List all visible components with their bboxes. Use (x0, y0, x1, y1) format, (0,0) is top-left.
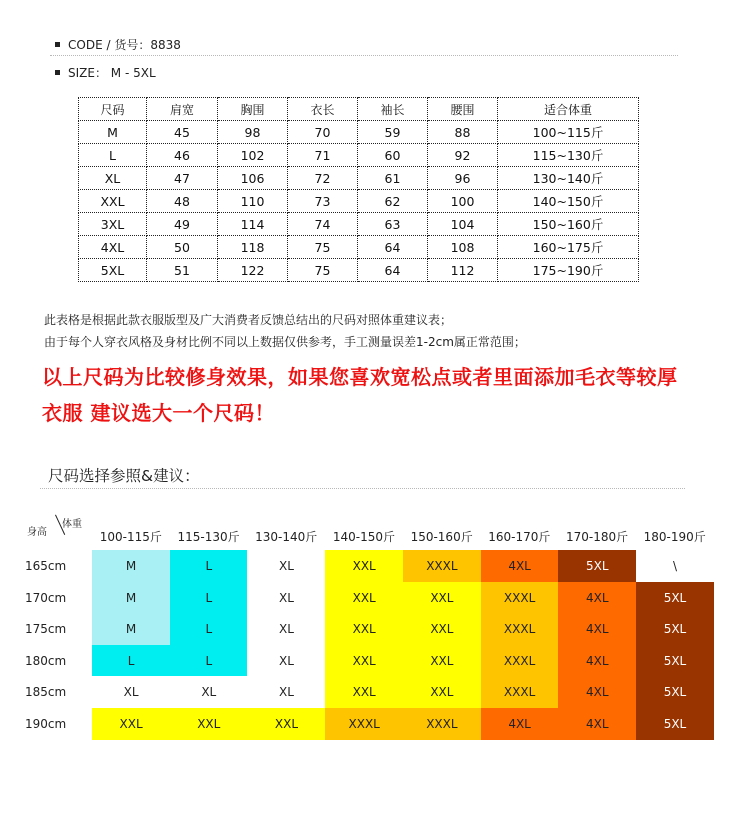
recommend-cell: 4XL (558, 645, 636, 677)
recommend-cell: 4XL (558, 708, 636, 740)
table-cell: 98 (218, 121, 288, 144)
recommend-cell: XXL (325, 582, 403, 614)
bullet-icon (55, 70, 60, 75)
table-row (79, 144, 639, 167)
weight-header: 160-170斤 (488, 530, 551, 544)
table-cell: 75 (288, 259, 358, 282)
table-cell: 46 (147, 144, 218, 167)
recommend-cell: XXL (170, 708, 248, 740)
table-cell: 122 (218, 259, 288, 282)
recommend-cell: XXXL (481, 676, 559, 708)
recommend-cell: 4XL (558, 613, 636, 645)
recommend-cell: XXXL (481, 645, 559, 677)
code-line (55, 36, 181, 53)
size-range: SIZE： M - 5XL (68, 66, 156, 80)
recommend-cell: XXL (325, 676, 403, 708)
table-cell: 48 (147, 190, 218, 213)
table-cell: 92 (428, 144, 498, 167)
recommend-cell: XXL (92, 708, 170, 740)
table-cell: 63 (358, 213, 428, 236)
divider (50, 55, 678, 56)
table-row (79, 236, 639, 259)
corner-weight-label: 体重 (62, 519, 82, 530)
weight-header: 100-115斤 (99, 530, 162, 544)
table-cell: 64 (358, 236, 428, 259)
table-cell: 47 (147, 167, 218, 190)
height-label: 185cm (25, 685, 67, 699)
size-table-body (79, 121, 639, 282)
recommend-cell: 5XL (636, 676, 714, 708)
col-header-sleeve: 袖长 (358, 98, 428, 121)
height-label: 175cm (25, 622, 67, 636)
recommend-cell: 4XL (558, 582, 636, 614)
bullet-icon (55, 42, 60, 47)
table-cell: 4XL (79, 236, 147, 259)
warning-line-1: 以上尺码为比较修身效果，如果您喜欢宽松点或者里面添加毛衣等较厚 (42, 365, 678, 389)
divider (40, 488, 685, 489)
table-cell: 51 (147, 259, 218, 282)
table-cell: 62 (358, 190, 428, 213)
table-row (79, 121, 639, 144)
recommend-cell: 4XL (558, 676, 636, 708)
recommend-cell: 5XL (558, 550, 636, 582)
table-cell: 96 (428, 167, 498, 190)
recommend-cell: XL (247, 550, 325, 582)
recommend-cell: 4XL (481, 550, 559, 582)
recommend-cell: XL (247, 645, 325, 677)
table-cell: 102 (218, 144, 288, 167)
note-line-2: 由于每个人穿衣风格及身材比例不同以上数据仅供参考，手工测量误差1-2cm属正常范围； (44, 335, 526, 349)
table-cell: XXL (79, 190, 147, 213)
size-table-header-row (79, 98, 639, 121)
table-cell: 50 (147, 236, 218, 259)
table-cell: 160~175斤 (498, 236, 639, 259)
recommend-cell: XXXL (403, 550, 481, 582)
table-cell: 74 (288, 213, 358, 236)
table-cell: 115~130斤 (498, 144, 639, 167)
recommend-cell: L (170, 582, 248, 614)
recommend-cell: XXL (325, 645, 403, 677)
table-row (79, 190, 639, 213)
table-cell: 108 (428, 236, 498, 259)
recommend-cell: 5XL (636, 645, 714, 677)
table-cell: 104 (428, 213, 498, 236)
table-cell: 61 (358, 167, 428, 190)
table-cell: 60 (358, 144, 428, 167)
product-code: CODE / 货号：8838 (68, 38, 181, 52)
size-line (55, 64, 156, 81)
weight-header: 140-150斤 (332, 530, 395, 544)
table-cell: XL (79, 167, 147, 190)
recommend-cell: XL (247, 676, 325, 708)
col-header-chest: 胸围 (218, 98, 288, 121)
recommend-cell: L (170, 613, 248, 645)
table-cell: 49 (147, 213, 218, 236)
height-label: 180cm (25, 653, 67, 668)
table-cell: 64 (358, 259, 428, 282)
col-header-weight: 适合体重 (498, 98, 639, 121)
table-cell: 100~115斤 (498, 121, 639, 144)
recommend-cell: 5XL (636, 708, 714, 740)
recommend-cell: M (92, 613, 170, 645)
recommend-cell: XXXL (481, 582, 559, 614)
table-cell: 73 (288, 190, 358, 213)
table-cell: 150~160斤 (498, 213, 639, 236)
col-header-shoulder: 肩宽 (147, 98, 218, 121)
weight-header: 115-130斤 (177, 530, 240, 544)
table-cell: 106 (218, 167, 288, 190)
height-label: 170cm (25, 590, 67, 605)
recommend-title: 尺码选择参照&建议： (48, 467, 200, 485)
weight-header: 170-180斤 (565, 530, 629, 544)
recommend-cell: XXXL (481, 613, 559, 645)
table-row (79, 213, 639, 236)
recommend-cell: 5XL (636, 613, 714, 645)
table-cell: 112 (428, 259, 498, 282)
table-cell: 140~150斤 (498, 190, 639, 213)
recommend-cell: XL (247, 613, 325, 645)
recommend-cell: XL (92, 676, 170, 708)
table-cell: 45 (147, 121, 218, 144)
weight-header: 180-190斤 (643, 530, 706, 544)
table-cell: 72 (288, 167, 358, 190)
table-cell: 75 (288, 236, 358, 259)
recommend-cell: XXL (403, 645, 481, 677)
recommend-cell: XXL (403, 582, 481, 614)
table-cell: 130~140斤 (498, 167, 639, 190)
corner-height-label: 身高 (27, 527, 47, 538)
table-cell: 110 (218, 190, 288, 213)
table-cell: 88 (428, 121, 498, 144)
col-header-length: 衣长 (288, 98, 358, 121)
table-cell: L (79, 144, 147, 167)
recommend-cell: XL (247, 582, 325, 614)
recommend-cell: XXXL (325, 708, 403, 740)
note-line-1: 此表格是根据此款衣服版型及广大消费者反馈总结出的尺码对照体重建议表； (44, 313, 453, 327)
height-label: 165cm (25, 559, 67, 573)
table-cell: M (79, 121, 147, 144)
table-cell: 175~190斤 (498, 259, 639, 282)
recommend-cell: XXL (325, 613, 403, 645)
recommend-cell: M (92, 550, 170, 582)
table-cell: 70 (288, 121, 358, 144)
table-row (79, 259, 639, 282)
recommend-cell: XL (170, 676, 248, 708)
size-table (78, 97, 639, 282)
table-cell: 71 (288, 144, 358, 167)
recommend-cell: M (92, 582, 170, 614)
recommend-cell: 4XL (481, 708, 559, 740)
table-cell: 114 (218, 213, 288, 236)
table-cell: 59 (358, 121, 428, 144)
recommend-cell: XXL (247, 708, 325, 740)
height-label: 190cm (25, 716, 67, 731)
warning-line-2: 衣服 建议选大一个尺码！ (42, 401, 275, 425)
table-cell: 5XL (79, 259, 147, 282)
recommend-cell: \ (636, 550, 714, 582)
recommend-cell: XXXL (403, 708, 481, 740)
recommend-cell: L (92, 645, 170, 677)
recommend-cell: XXL (403, 676, 481, 708)
col-header-waist: 腰围 (428, 98, 498, 121)
table-cell: 100 (428, 190, 498, 213)
table-cell: 118 (218, 236, 288, 259)
recommend-cell: XXL (325, 550, 403, 582)
recommend-cell: L (170, 645, 248, 677)
col-header-size: 尺码 (79, 98, 147, 121)
weight-header: 150-160斤 (410, 530, 473, 544)
table-cell: 3XL (79, 213, 147, 236)
recommend-cell: 5XL (636, 582, 714, 614)
recommend-cell: L (170, 550, 248, 582)
table-row (79, 167, 639, 190)
recommend-cell: XXL (403, 613, 481, 645)
weight-header: 130-140斤 (255, 530, 318, 544)
